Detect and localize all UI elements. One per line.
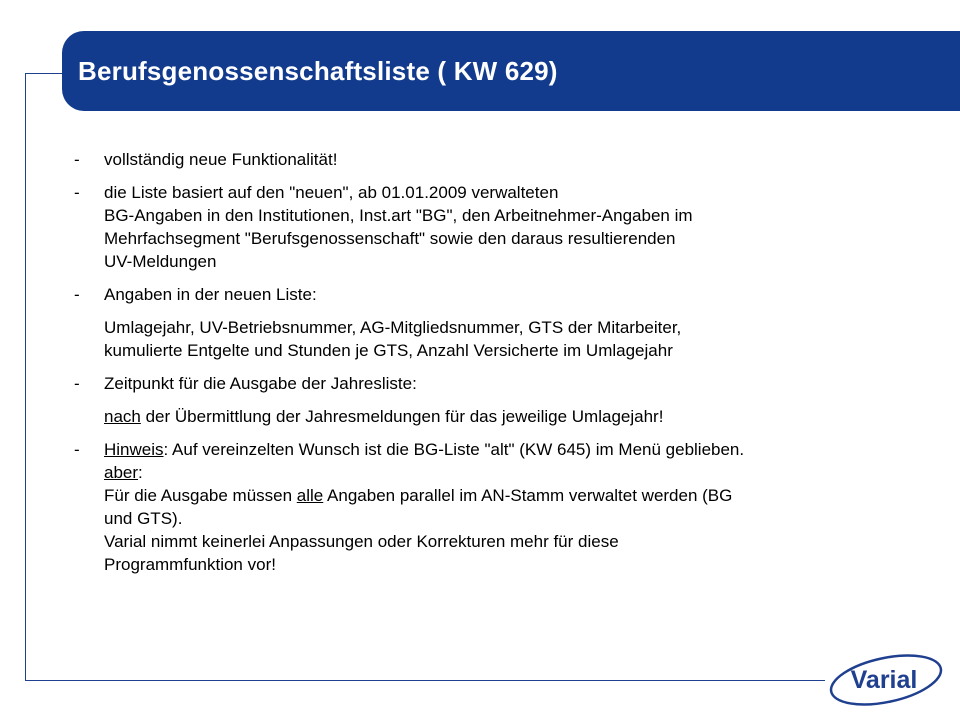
bullet-line: Mehrfachsegment "Berufsgenossenschaft" sowie den daraus resultierenden xyxy=(104,229,676,248)
hinweis-label: Hinweis xyxy=(104,440,164,459)
bullet-line: Varial nimmt keinerlei Anpassungen oder Korrekturen mehr für diese xyxy=(104,532,619,551)
underlined-word-nach: nach xyxy=(104,407,141,426)
detail-text: der Übermittlung der Jahresmeldungen für das jeweilige Umlagejahr! xyxy=(140,407,664,426)
bullet-detail-3 xyxy=(68,316,928,362)
bullet-line: Programmfunktion vor! xyxy=(104,555,276,574)
bullet-item-1 xyxy=(68,148,928,171)
bullet-line: BG-Angaben in den Institutionen, Inst.art "BG", den Arbeitnehmer-Angaben im xyxy=(104,206,693,225)
hinweis-line xyxy=(104,438,928,461)
bullet-text: Angaben in der neuen Liste: xyxy=(104,285,317,304)
bullet-line: und GTS). xyxy=(104,509,183,528)
logo-text: Varial xyxy=(850,666,918,694)
bullet-dash: - xyxy=(74,150,80,169)
hinweis-text: : Auf vereinzelten Wunsch ist die BG-Liste "alt" (KW 645) im Menü geblieben. xyxy=(163,440,745,459)
frame-line-left xyxy=(25,73,26,680)
bullet-detail-4 xyxy=(68,405,928,428)
bullet-dash: - xyxy=(74,183,80,202)
underlined-word-aber: aber xyxy=(104,463,139,482)
varial-logo-mark xyxy=(826,650,946,708)
bullet-item-3 xyxy=(68,283,928,306)
slide-content xyxy=(68,148,928,576)
aber-line xyxy=(104,461,928,484)
detail-line: Umlagejahr, UV-Betriebsnummer, AG-Mitgliedsnummer, GTS der Mitarbeiter, xyxy=(104,318,682,337)
bullet-line: UV-Meldungen xyxy=(104,252,217,271)
alle-line xyxy=(104,484,928,507)
page-title: Berufsgenossenschaftsliste ( KW 629) xyxy=(78,55,558,86)
bullet-item-2 xyxy=(68,181,928,273)
bullet-dash: - xyxy=(74,285,80,304)
bullet-dash: - xyxy=(74,374,80,393)
bullet-item-4 xyxy=(68,372,928,395)
detail-line: kumulierte Entgelte und Stunden je GTS, Anzahl Versicherte im Umlagejahr xyxy=(104,341,673,360)
alle-pre: Für die Ausgabe müssen xyxy=(104,486,297,505)
underlined-word-alle: alle xyxy=(296,486,324,505)
aber-colon: : xyxy=(138,463,143,482)
alle-post: Angaben parallel im AN-Stamm verwaltet werden (BG xyxy=(323,486,733,505)
bullet-text: Zeitpunkt für die Ausgabe der Jahresliste: xyxy=(104,374,417,393)
title-bar xyxy=(62,31,960,111)
bullet-item-5 xyxy=(68,438,928,576)
bullet-line: die Liste basiert auf den "neuen", ab 01.01.2009 verwalteten xyxy=(104,183,559,202)
varial-logo xyxy=(826,650,946,708)
bullet-dash: - xyxy=(74,440,80,459)
frame-line-bottom xyxy=(25,680,825,681)
bullet-text: vollständig neue Funktionalität! xyxy=(104,150,338,169)
frame-line-top xyxy=(25,73,65,74)
